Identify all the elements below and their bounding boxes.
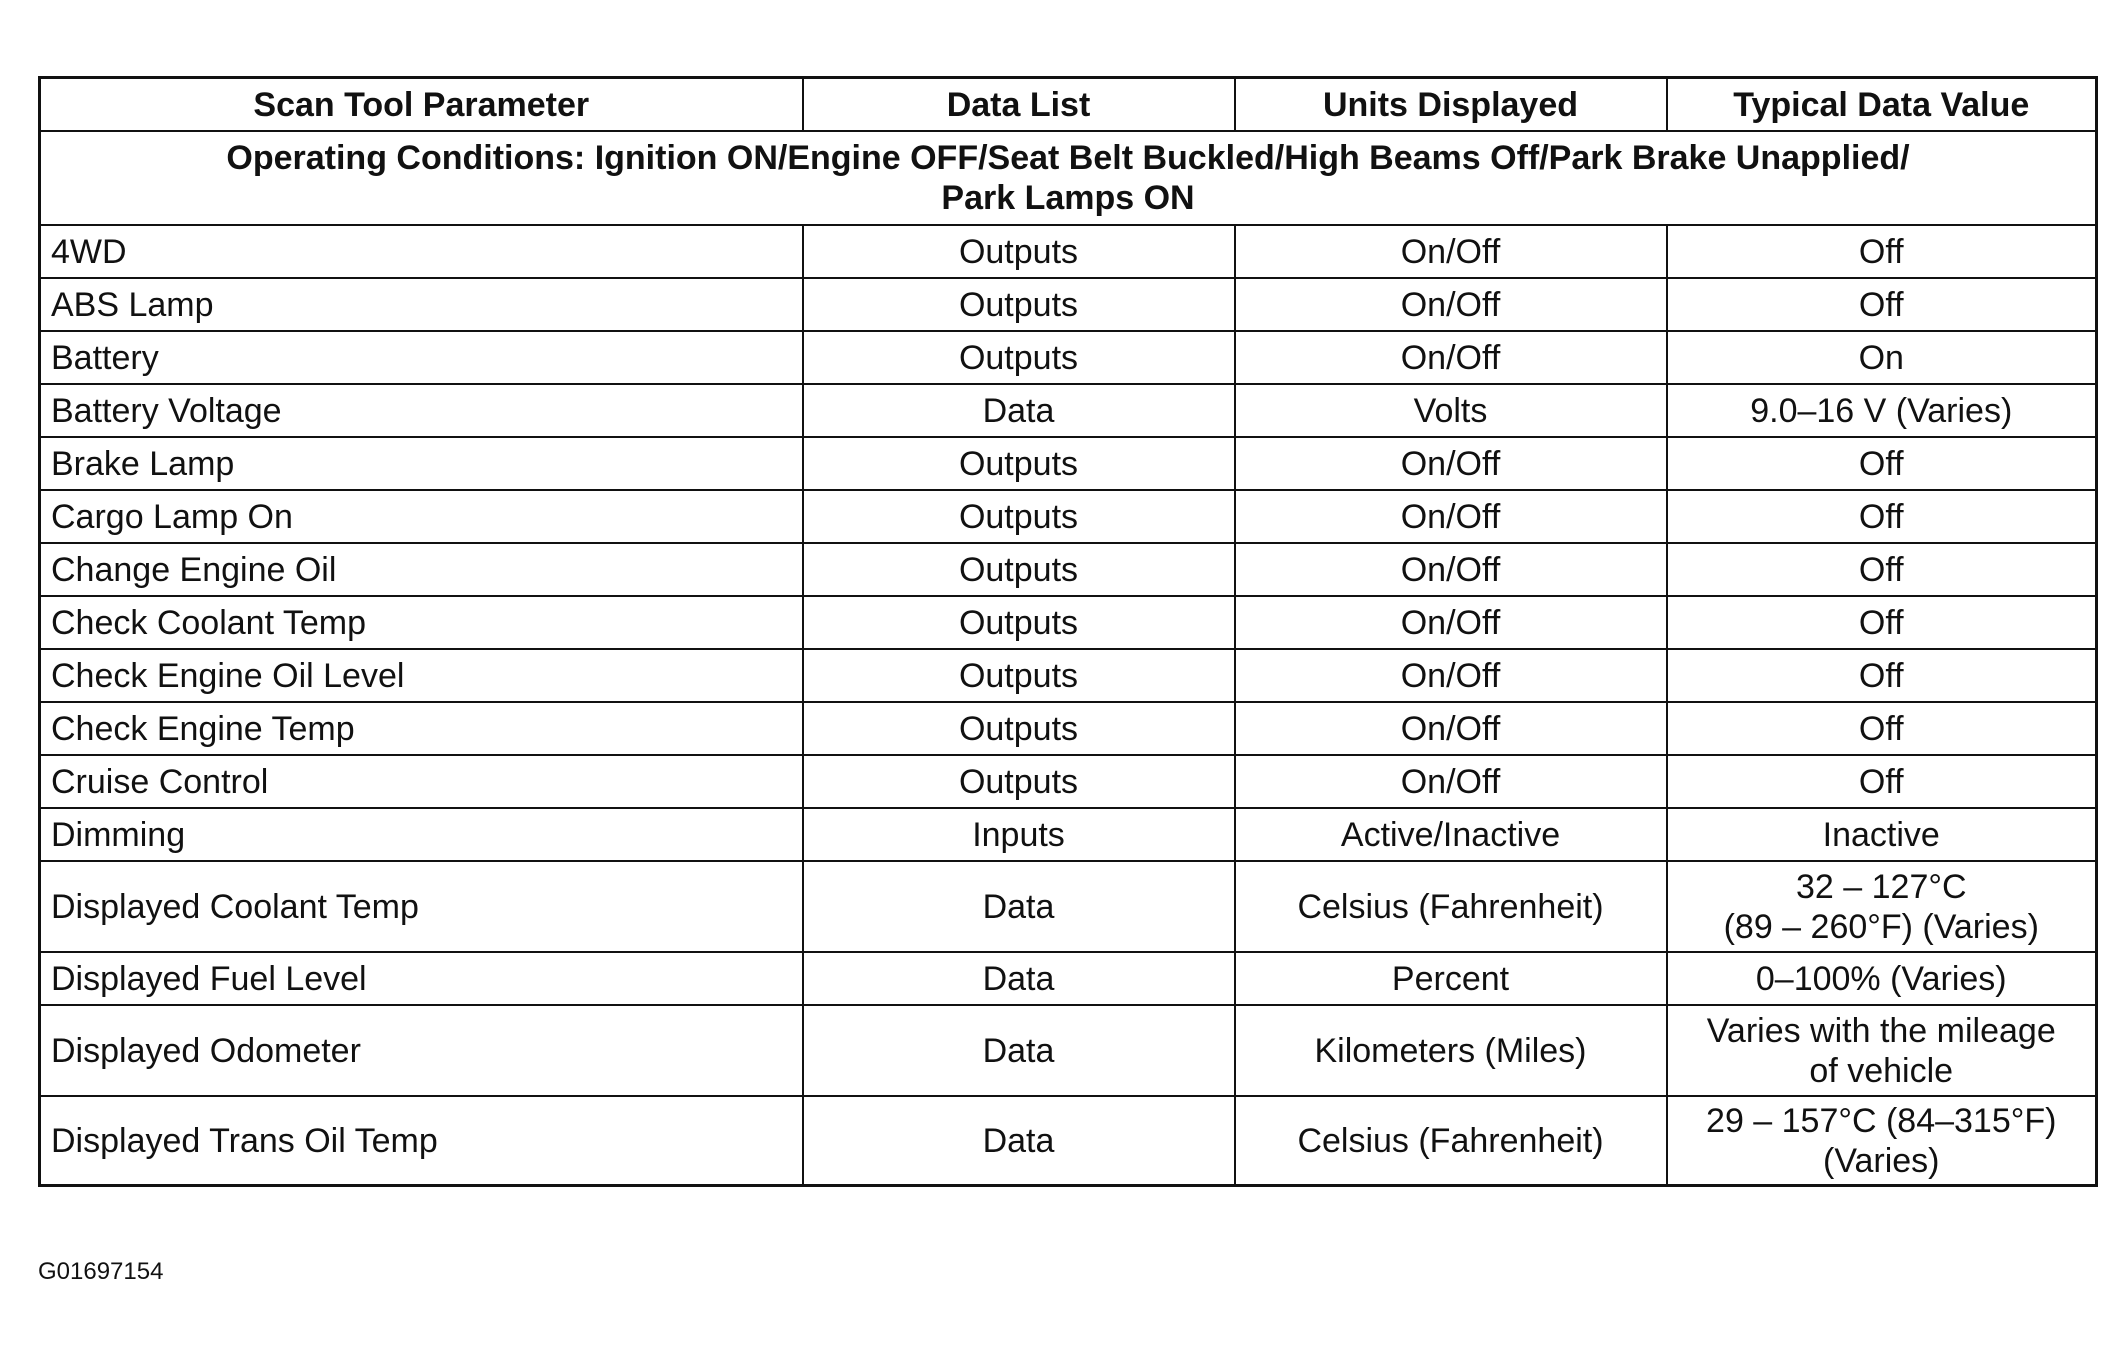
parameter-cell: Cruise Control	[40, 755, 803, 808]
operating-conditions	[40, 131, 2097, 225]
typical-value-line-1: Varies with the mileage	[1706, 1011, 2056, 1050]
units-cell: On/Off	[1235, 755, 1667, 808]
typical-value-cell: Off	[1667, 437, 2097, 490]
scan-tool-data-table-wrapper	[38, 76, 2095, 1187]
units-cell: Percent	[1235, 952, 1667, 1005]
table-row	[40, 861, 2097, 952]
parameter-cell: Displayed Trans Oil Temp	[40, 1096, 803, 1186]
data-list-cell: Outputs	[803, 649, 1235, 702]
parameter-cell: ABS Lamp	[40, 278, 803, 331]
data-list-cell: Outputs	[803, 225, 1235, 278]
data-list-cell: Outputs	[803, 437, 1235, 490]
units-cell: On/Off	[1235, 490, 1667, 543]
data-list-cell: Data	[803, 952, 1235, 1005]
units-cell: On/Off	[1235, 278, 1667, 331]
typical-value-cell: Off	[1667, 278, 2097, 331]
header-units-displayed: Units Displayed	[1235, 78, 1667, 132]
table-row	[40, 952, 2097, 1005]
data-list-cell: Outputs	[803, 702, 1235, 755]
header-typical-data-value: Typical Data Value	[1667, 78, 2097, 132]
data-list-cell: Outputs	[803, 278, 1235, 331]
table-row	[40, 755, 2097, 808]
data-list-cell: Data	[803, 1096, 1235, 1186]
units-cell: On/Off	[1235, 225, 1667, 278]
data-list-cell: Outputs	[803, 331, 1235, 384]
table-row	[40, 543, 2097, 596]
data-list-cell: Outputs	[803, 755, 1235, 808]
header-data-list: Data List	[803, 78, 1235, 132]
units-cell: Kilometers (Miles)	[1235, 1005, 1667, 1096]
units-cell: On/Off	[1235, 437, 1667, 490]
units-cell: Celsius (Fahrenheit)	[1235, 1096, 1667, 1186]
units-cell: On/Off	[1235, 596, 1667, 649]
operating-conditions-row	[40, 131, 2097, 225]
typical-value-line-2: (Varies)	[1823, 1141, 1940, 1180]
table-row	[40, 437, 2097, 490]
table-row	[40, 225, 2097, 278]
scan-tool-data-table	[38, 76, 2098, 1187]
typical-value-cell	[1667, 861, 2097, 952]
parameter-cell: Cargo Lamp On	[40, 490, 803, 543]
units-cell: On/Off	[1235, 649, 1667, 702]
typical-value-cell	[1667, 1096, 2097, 1186]
units-cell: Volts	[1235, 384, 1667, 437]
parameter-cell: Check Engine Oil Level	[40, 649, 803, 702]
figure-id: G01697154	[38, 1258, 164, 1285]
operating-conditions-line-2: Park Lamps ON	[941, 179, 1195, 217]
parameter-cell: Check Coolant Temp	[40, 596, 803, 649]
typical-value-line-2: (89 – 260°F) (Varies)	[1723, 907, 2039, 946]
typical-value-cell: Off	[1667, 490, 2097, 543]
data-list-cell: Outputs	[803, 596, 1235, 649]
table-row	[40, 384, 2097, 437]
data-list-cell: Data	[803, 861, 1235, 952]
units-cell: On/Off	[1235, 331, 1667, 384]
header-row	[40, 78, 2097, 132]
table-row	[40, 1096, 2097, 1186]
parameter-cell: Displayed Coolant Temp	[40, 861, 803, 952]
table-row	[40, 331, 2097, 384]
parameter-cell: Battery Voltage	[40, 384, 803, 437]
units-cell: On/Off	[1235, 702, 1667, 755]
typical-value-cell: 0–100% (Varies)	[1667, 952, 2097, 1005]
data-list-cell: Data	[803, 1005, 1235, 1096]
header-scan-tool-parameter: Scan Tool Parameter	[40, 78, 803, 132]
typical-value-cell: Inactive	[1667, 808, 2097, 861]
typical-value-cell: 9.0–16 V (Varies)	[1667, 384, 2097, 437]
typical-value-cell: Off	[1667, 649, 2097, 702]
table-row	[40, 1005, 2097, 1096]
table-row	[40, 649, 2097, 702]
parameter-cell: 4WD	[40, 225, 803, 278]
data-list-cell: Data	[803, 384, 1235, 437]
parameter-cell: Check Engine Temp	[40, 702, 803, 755]
typical-value-cell: Off	[1667, 755, 2097, 808]
typical-value-line-1: 32 – 127°C	[1796, 867, 1967, 906]
typical-value-cell: Off	[1667, 543, 2097, 596]
typical-value-cell: On	[1667, 331, 2097, 384]
units-cell: Celsius (Fahrenheit)	[1235, 861, 1667, 952]
data-list-cell: Outputs	[803, 543, 1235, 596]
table-row	[40, 702, 2097, 755]
data-list-cell: Inputs	[803, 808, 1235, 861]
table-row	[40, 596, 2097, 649]
typical-value-cell: Off	[1667, 596, 2097, 649]
typical-value-cell	[1667, 1005, 2097, 1096]
typical-value-cell: Off	[1667, 702, 2097, 755]
table-row	[40, 278, 2097, 331]
units-cell: Active/Inactive	[1235, 808, 1667, 861]
table-row	[40, 490, 2097, 543]
parameter-cell: Displayed Fuel Level	[40, 952, 803, 1005]
operating-conditions-line-1: Operating Conditions: Ignition ON/Engine OFF/Seat Belt Buckled/High Beams Off/Park Brake Unapplied/	[226, 139, 1910, 177]
units-cell: On/Off	[1235, 543, 1667, 596]
data-list-cell: Outputs	[803, 490, 1235, 543]
typical-value-cell: Off	[1667, 225, 2097, 278]
parameter-cell: Displayed Odometer	[40, 1005, 803, 1096]
parameter-cell: Dimming	[40, 808, 803, 861]
typical-value-line-1: 29 – 157°C (84–315°F)	[1706, 1101, 2057, 1140]
table-row	[40, 808, 2097, 861]
parameter-cell: Brake Lamp	[40, 437, 803, 490]
parameter-cell: Change Engine Oil	[40, 543, 803, 596]
parameter-cell: Battery	[40, 331, 803, 384]
typical-value-line-2: of vehicle	[1809, 1051, 1954, 1090]
